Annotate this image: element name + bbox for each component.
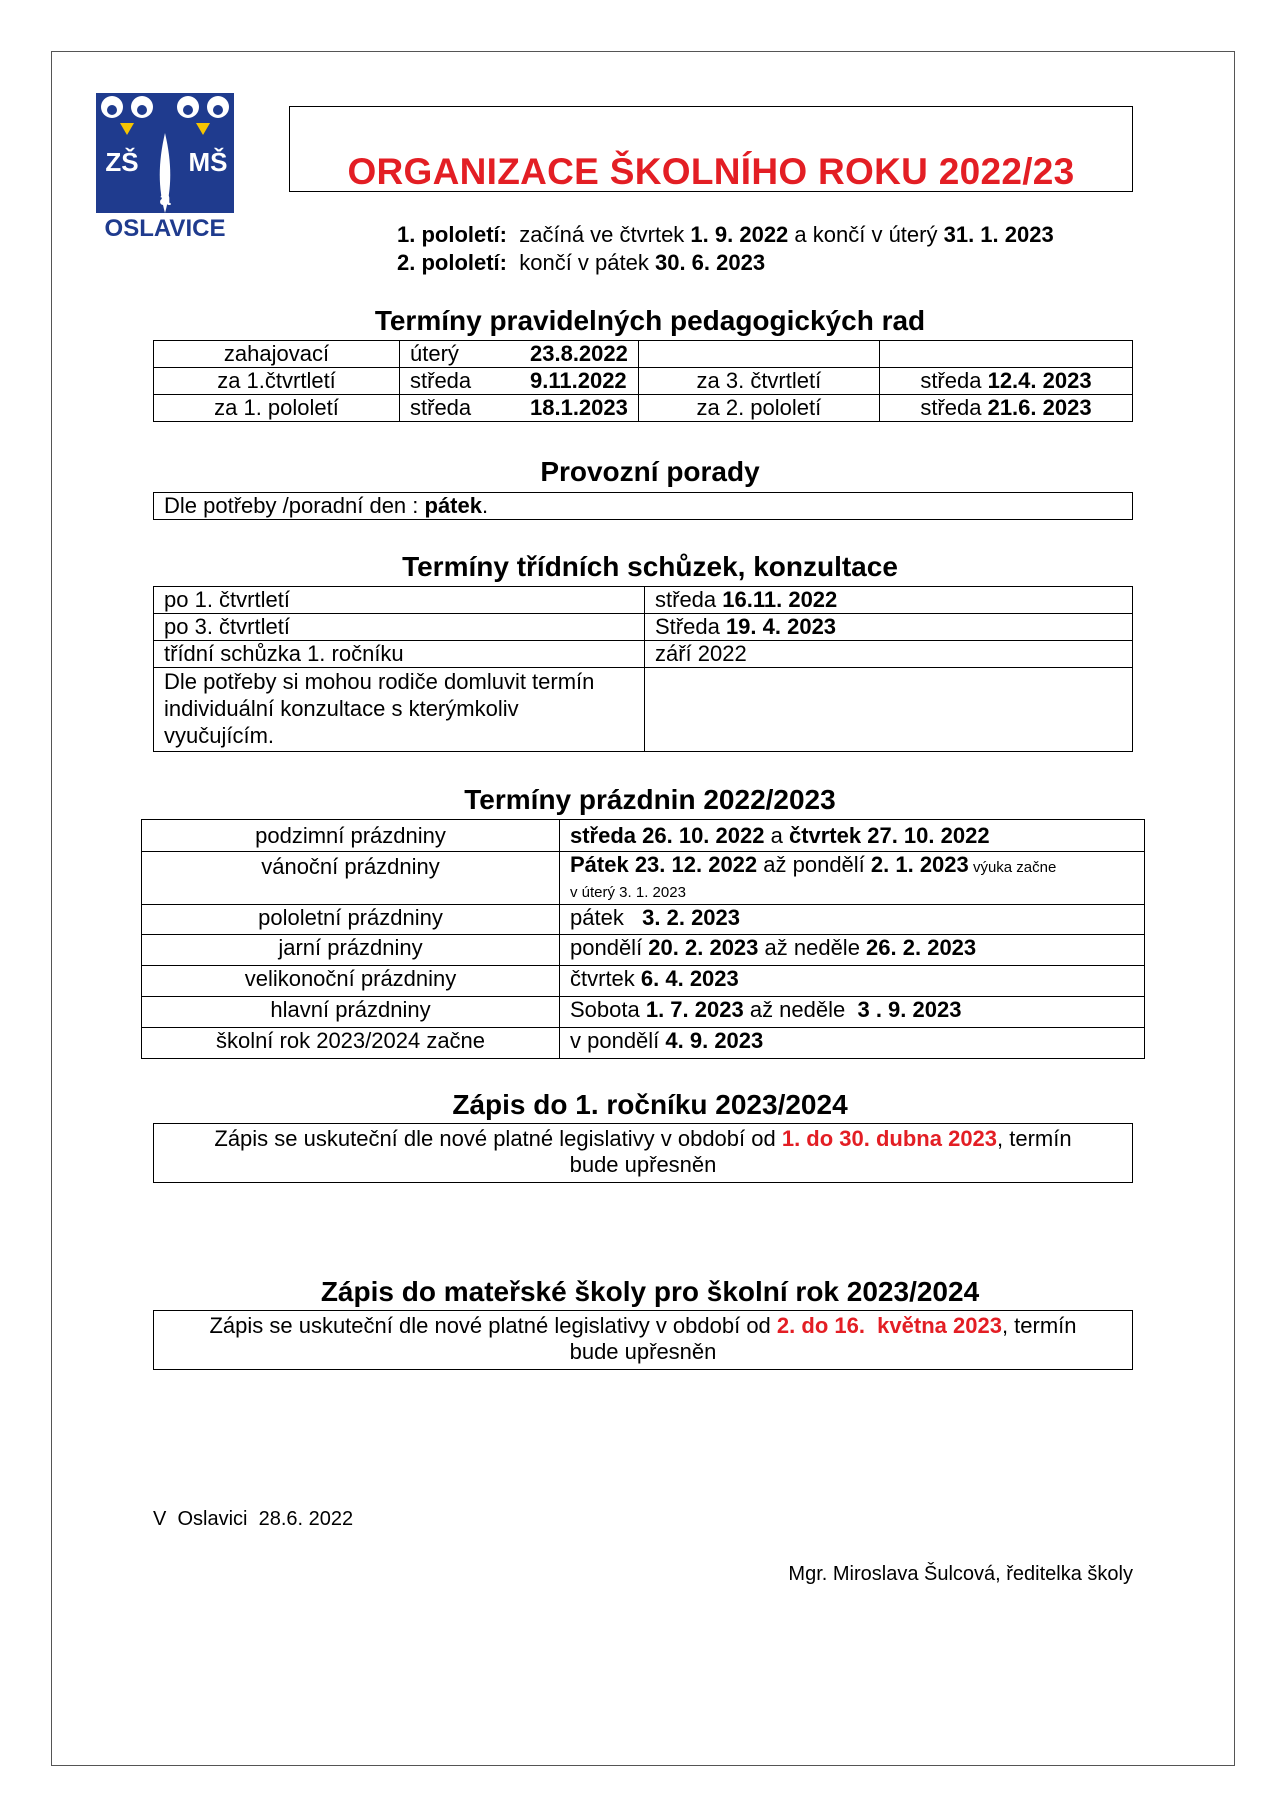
table-row [142,820,1145,852]
prazdniny-table [141,819,1145,1059]
table-row [154,368,1133,395]
text: v pondělí [570,1028,666,1053]
date-text: 20. 2. 2023 [648,935,759,960]
table-cell: středa [400,395,521,422]
table-cell: středa [400,368,521,395]
date-text: 26. 2. 2023 [866,935,977,960]
semester-2-end: 30. 6. 2023 [654,250,766,275]
semester-1-start: 1. 9. 2022 [690,222,789,247]
date-text: 4. 9. 2023 [665,1028,764,1053]
page-title: ORGANIZACE ŠKOLNÍHO ROKU 2022/23 [347,151,1075,192]
date-text: 3. 2. 2023 [642,905,741,930]
day-text: středa [920,368,988,393]
table-cell [154,1124,1133,1183]
semester-2-line [397,250,765,276]
date-text: 12.4. 2023 [987,368,1092,393]
table-cell [645,614,1133,641]
table-row [154,641,1133,668]
table-cell: pololetní prázdniny [142,905,560,935]
text: a [764,822,789,848]
prazdniny-heading: Termíny prázdnin 2022/2023 [464,784,836,815]
semester-1-text: začíná ve čtvrtek [519,222,691,247]
zapis-text: Zápis se uskuteční dle nové platné legislativy v období od [209,1313,777,1338]
table-row [154,614,1133,641]
table-cell [154,1311,1133,1370]
semester-2-label: 2. pololetí: [397,250,507,275]
table-cell: hlavní prázdniny [142,997,560,1028]
day-text: středa [920,395,988,420]
text: až neděle [758,935,867,960]
zapis-text: bude upřesněn [569,1339,717,1364]
zapis-date-range: 1. do 30. dubna 2023 [781,1126,998,1151]
schuzky-table [153,586,1133,752]
semester-1-label: 1. pololetí: [397,222,507,247]
day-text: Středa [655,614,726,639]
table-row [154,341,1133,368]
text: až pondělí [757,852,871,877]
note-text: v úterý 3. 1. 2023 [570,884,686,901]
table-cell [560,1028,1145,1059]
date-text: 3 . 9. 2023 [857,997,962,1022]
zapis-text: , termín [1001,1313,1077,1338]
table-cell [560,852,1145,905]
semester-2-text: končí v pátek [519,250,655,275]
text: pátek [570,905,643,930]
table-cell: velikonoční prázdniny [142,966,560,997]
table-cell: zahajovací [154,341,400,368]
porady-heading: Provozní porady [540,456,760,487]
table-cell [560,905,1145,935]
table-row [154,1311,1133,1370]
table-cell [879,395,1132,422]
table-cell: podzimní prázdniny [142,820,560,852]
table-row [154,395,1133,422]
logo-a-text: a [159,188,171,210]
table-cell: Dle potřeby si mohou rodiče domluvit termín individuální konzultace s kterýmkoliv vyučujícím. [154,668,645,752]
table-row [142,997,1145,1028]
signature: Mgr. Miroslava Šulcová, ředitelka školy [788,1563,1133,1585]
porady-dot: . [481,493,489,518]
table-cell: za 3. čtvrtletí [638,368,879,395]
rady-heading: Termíny pravidelných pedagogických rad [374,305,926,336]
table-cell [560,820,1145,852]
porady-table [153,492,1133,520]
table-cell: vánoční prázdniny [142,852,560,905]
table-cell: jarní prázdniny [142,935,560,966]
table-cell: po 3. čtvrtletí [154,614,645,641]
text: čtvrtek [570,966,641,991]
text: až neděle [743,997,858,1022]
porady-day: pátek [424,493,482,518]
zapis-zs-table [153,1123,1133,1183]
table-row [154,587,1133,614]
table-row [154,668,1133,752]
table-row [154,493,1133,520]
place-date: V Oslavici 28.6. 2022 [153,1508,354,1530]
table-cell: 9.11.2022 [520,368,638,395]
date-text: středa 26. 10. 2022 [570,822,765,848]
text: Sobota [570,997,646,1022]
table-cell: za 1. pololetí [154,395,400,422]
semester-1-line [397,222,1054,248]
table-row [142,1028,1145,1059]
table-cell [560,966,1145,997]
table-cell [645,587,1133,614]
table-row [142,966,1145,997]
table-cell: za 2. pololetí [638,395,879,422]
porady-text: Dle potřeby /poradní den : [164,493,425,518]
zapis-text: , termín [997,1126,1072,1151]
table-cell [645,668,1133,752]
rady-table [153,340,1133,422]
date-text: 2. 1. 2023 [870,852,969,877]
zapis-text: Zápis se uskuteční dle nové platné legislativy v období od [214,1126,782,1151]
table-cell: školní rok 2023/2024 začne [142,1028,560,1059]
table-cell [560,935,1145,966]
date-text: 1. 7. 2023 [645,997,744,1022]
date-text: 16.11. 2022 [722,587,838,612]
logo-place-text: OSLAVICE [104,215,226,242]
table-row [154,1124,1133,1183]
logo-ms-text: MŠ [188,147,228,177]
schuzky-heading: Termíny třídních schůzek, konzultace [402,551,898,582]
date-text: 6. 4. 2023 [640,966,739,991]
table-row [142,905,1145,935]
table-cell [879,341,1132,368]
table-cell [638,341,879,368]
school-logo [96,93,234,243]
table-row [142,935,1145,966]
date-text: Pátek 23. 12. 2022 [570,852,758,877]
table-cell: za 1.čtvrtletí [154,368,400,395]
title-box [289,106,1133,192]
table-row [142,852,1145,905]
semester-1-text2: a končí v úterý [788,222,944,247]
table-cell [154,493,1133,520]
zapis-text: bude upřesněn [569,1152,717,1177]
zapis-zs-heading: Zápis do 1. ročníku 2023/2024 [452,1089,848,1120]
day-text: středa [655,587,723,612]
table-cell: třídní schůzka 1. ročníku [154,641,645,668]
table-cell: 23.8.2022 [520,341,638,368]
table-cell: po 1. čtvrtletí [154,587,645,614]
table-cell [560,997,1145,1028]
zapis-ms-table [153,1310,1133,1370]
date-text: 19. 4. 2023 [725,614,837,639]
table-cell: 18.1.2023 [520,395,638,422]
table-cell: úterý [400,341,521,368]
date-text: 21.6. 2023 [987,395,1092,420]
table-cell: září 2022 [645,641,1133,668]
text: pondělí [570,935,649,960]
zapis-date-range: 2. do 16. května 2023 [776,1313,1002,1338]
date-text: čtvrtek 27. 10. 2022 [788,822,990,848]
table-cell [879,368,1132,395]
semester-1-end: 31. 1. 2023 [943,222,1054,247]
zapis-ms-heading: Zápis do mateřské školy pro školní rok 2023/2024 [320,1276,980,1307]
logo-zs-text: ZŠ [105,147,139,177]
note-text: výuka začne [968,859,1057,876]
